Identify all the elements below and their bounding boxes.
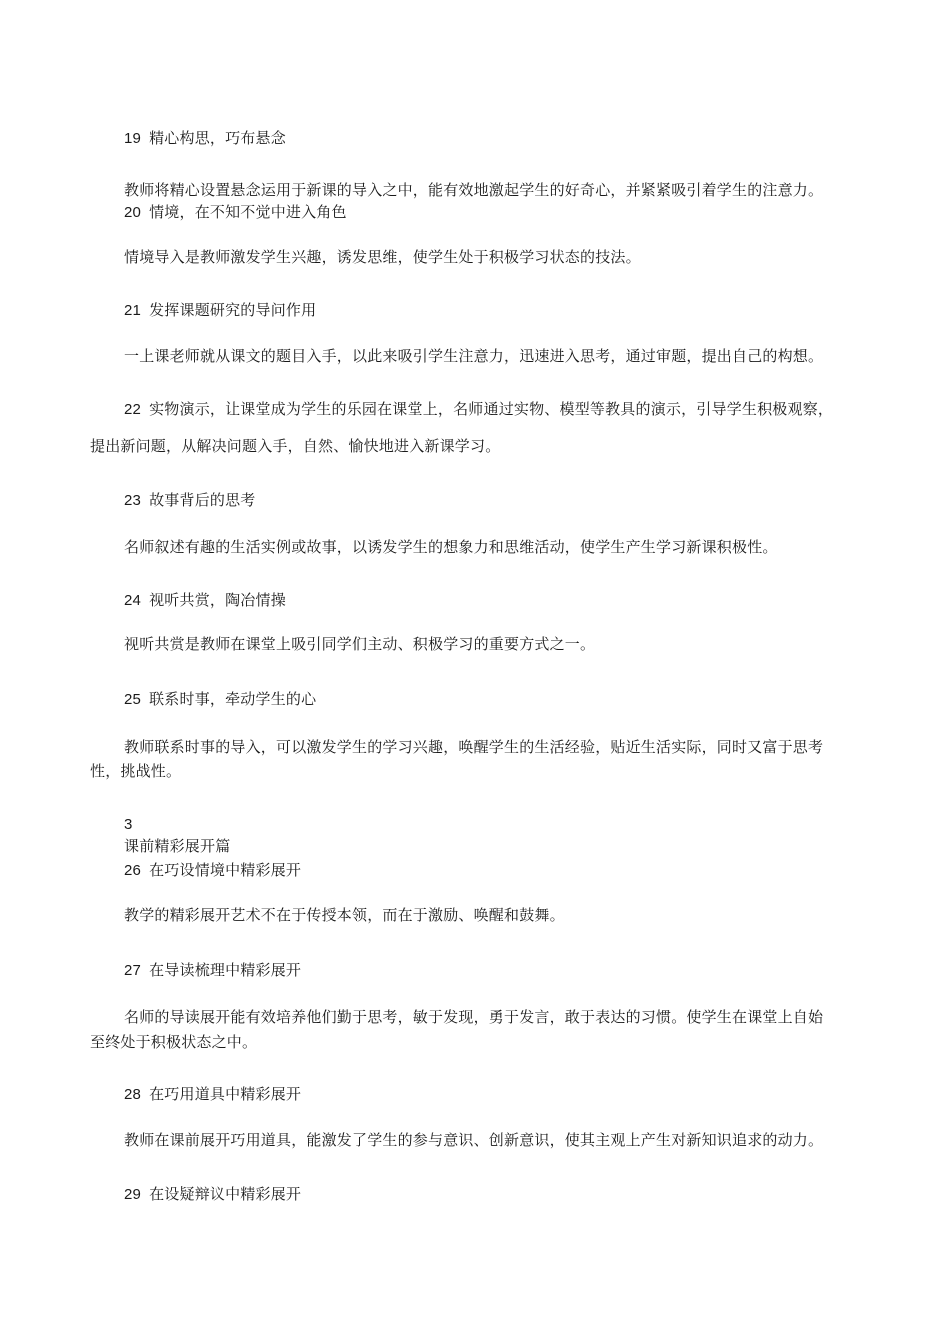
item-body-line: 提出新问题，从解决问题入手，自然、愉快地进入新课学习。 bbox=[90, 437, 501, 455]
section-number: 3 bbox=[124, 816, 133, 833]
item-heading bbox=[124, 128, 286, 149]
item-number: 25 bbox=[124, 691, 142, 708]
item-body-line: 一上课老师就从课文的题目入手，以此来吸引学生注意力，迅速进入思考，通过审题，提出自己的构想。 bbox=[124, 347, 824, 365]
item-body-line: 至终处于积极状态之中。 bbox=[90, 1033, 258, 1051]
item-heading bbox=[124, 399, 833, 420]
section-title: 课前精彩展开篇 bbox=[124, 837, 231, 855]
item-body-line: 性，挑战性。 bbox=[90, 762, 182, 780]
item-number: 19 bbox=[124, 130, 142, 147]
item-heading bbox=[124, 960, 301, 981]
item-title: 视听共赏，陶冶情操 bbox=[149, 591, 286, 609]
item-body-line: 教学的精彩展开艺术不在于传授本领，而在于激励、唤醒和鼓舞。 bbox=[124, 906, 565, 924]
item-number: 26 bbox=[124, 862, 142, 879]
item-number: 29 bbox=[124, 1186, 142, 1203]
item-number: 21 bbox=[124, 302, 142, 319]
item-heading bbox=[124, 300, 316, 321]
item-body-line: 教师在课前展开巧用道具，能激发了学生的参与意识、创新意识，使其主观上产生对新知识追求的动力。 bbox=[124, 1131, 824, 1149]
item-body-line: 视听共赏是教师在课堂上吸引同学们主动、积极学习的重要方式之一。 bbox=[124, 635, 596, 653]
item-heading bbox=[124, 1184, 301, 1205]
item-heading bbox=[124, 860, 301, 881]
item-title: 精心构思，巧布悬念 bbox=[149, 129, 286, 147]
item-title: 情境，在不知不觉中进入角色 bbox=[149, 203, 347, 221]
item-title: 在导读梳理中精彩展开 bbox=[149, 961, 302, 979]
item-number: 28 bbox=[124, 1086, 142, 1103]
item-number: 24 bbox=[124, 592, 142, 609]
item-heading bbox=[124, 590, 286, 611]
item-body-line: 情境导入是教师激发学生兴趣，诱发思维，使学生处于积极学习状态的技法。 bbox=[124, 248, 641, 266]
item-number: 23 bbox=[124, 492, 142, 509]
item-body-line: 名师的导读展开能有效培养他们勤于思考，敏于发现，勇于发言，敢于表达的习惯。使学生在课堂上自始 bbox=[124, 1008, 824, 1026]
item-number: 20 bbox=[124, 204, 142, 221]
item-title: 联系时事，牵动学生的心 bbox=[149, 690, 317, 708]
item-title: 在设疑辩议中精彩展开 bbox=[149, 1185, 302, 1203]
item-heading bbox=[124, 689, 316, 710]
item-title: 在巧用道具中精彩展开 bbox=[149, 1085, 302, 1103]
item-heading bbox=[124, 202, 347, 223]
item-title: 实物演示，让课堂成为学生的乐园在课堂上，名师通过实物、模型等教具的演示，引导学生积极观察， bbox=[149, 400, 834, 418]
item-title: 发挥课题研究的导问作用 bbox=[149, 301, 317, 319]
item-heading bbox=[124, 490, 256, 511]
item-title: 故事背后的思考 bbox=[149, 491, 256, 509]
item-body-line: 教师联系时事的导入，可以激发学生的学习兴趣，唤醒学生的生活经验，贴近生活实际，同时又富于思考 bbox=[124, 738, 824, 756]
item-number: 27 bbox=[124, 962, 142, 979]
item-body-line: 名师叙述有趣的生活实例或故事，以诱发学生的想象力和思维活动，使学生产生学习新课积极性。 bbox=[124, 538, 778, 556]
item-title: 在巧设情境中精彩展开 bbox=[149, 861, 302, 879]
item-number: 22 bbox=[124, 401, 142, 418]
item-body-line: 教师将精心设置悬念运用于新课的导入之中，能有效地激起学生的好奇心，并紧紧吸引着学生的注意力。 bbox=[124, 181, 824, 199]
item-heading bbox=[124, 1084, 301, 1105]
